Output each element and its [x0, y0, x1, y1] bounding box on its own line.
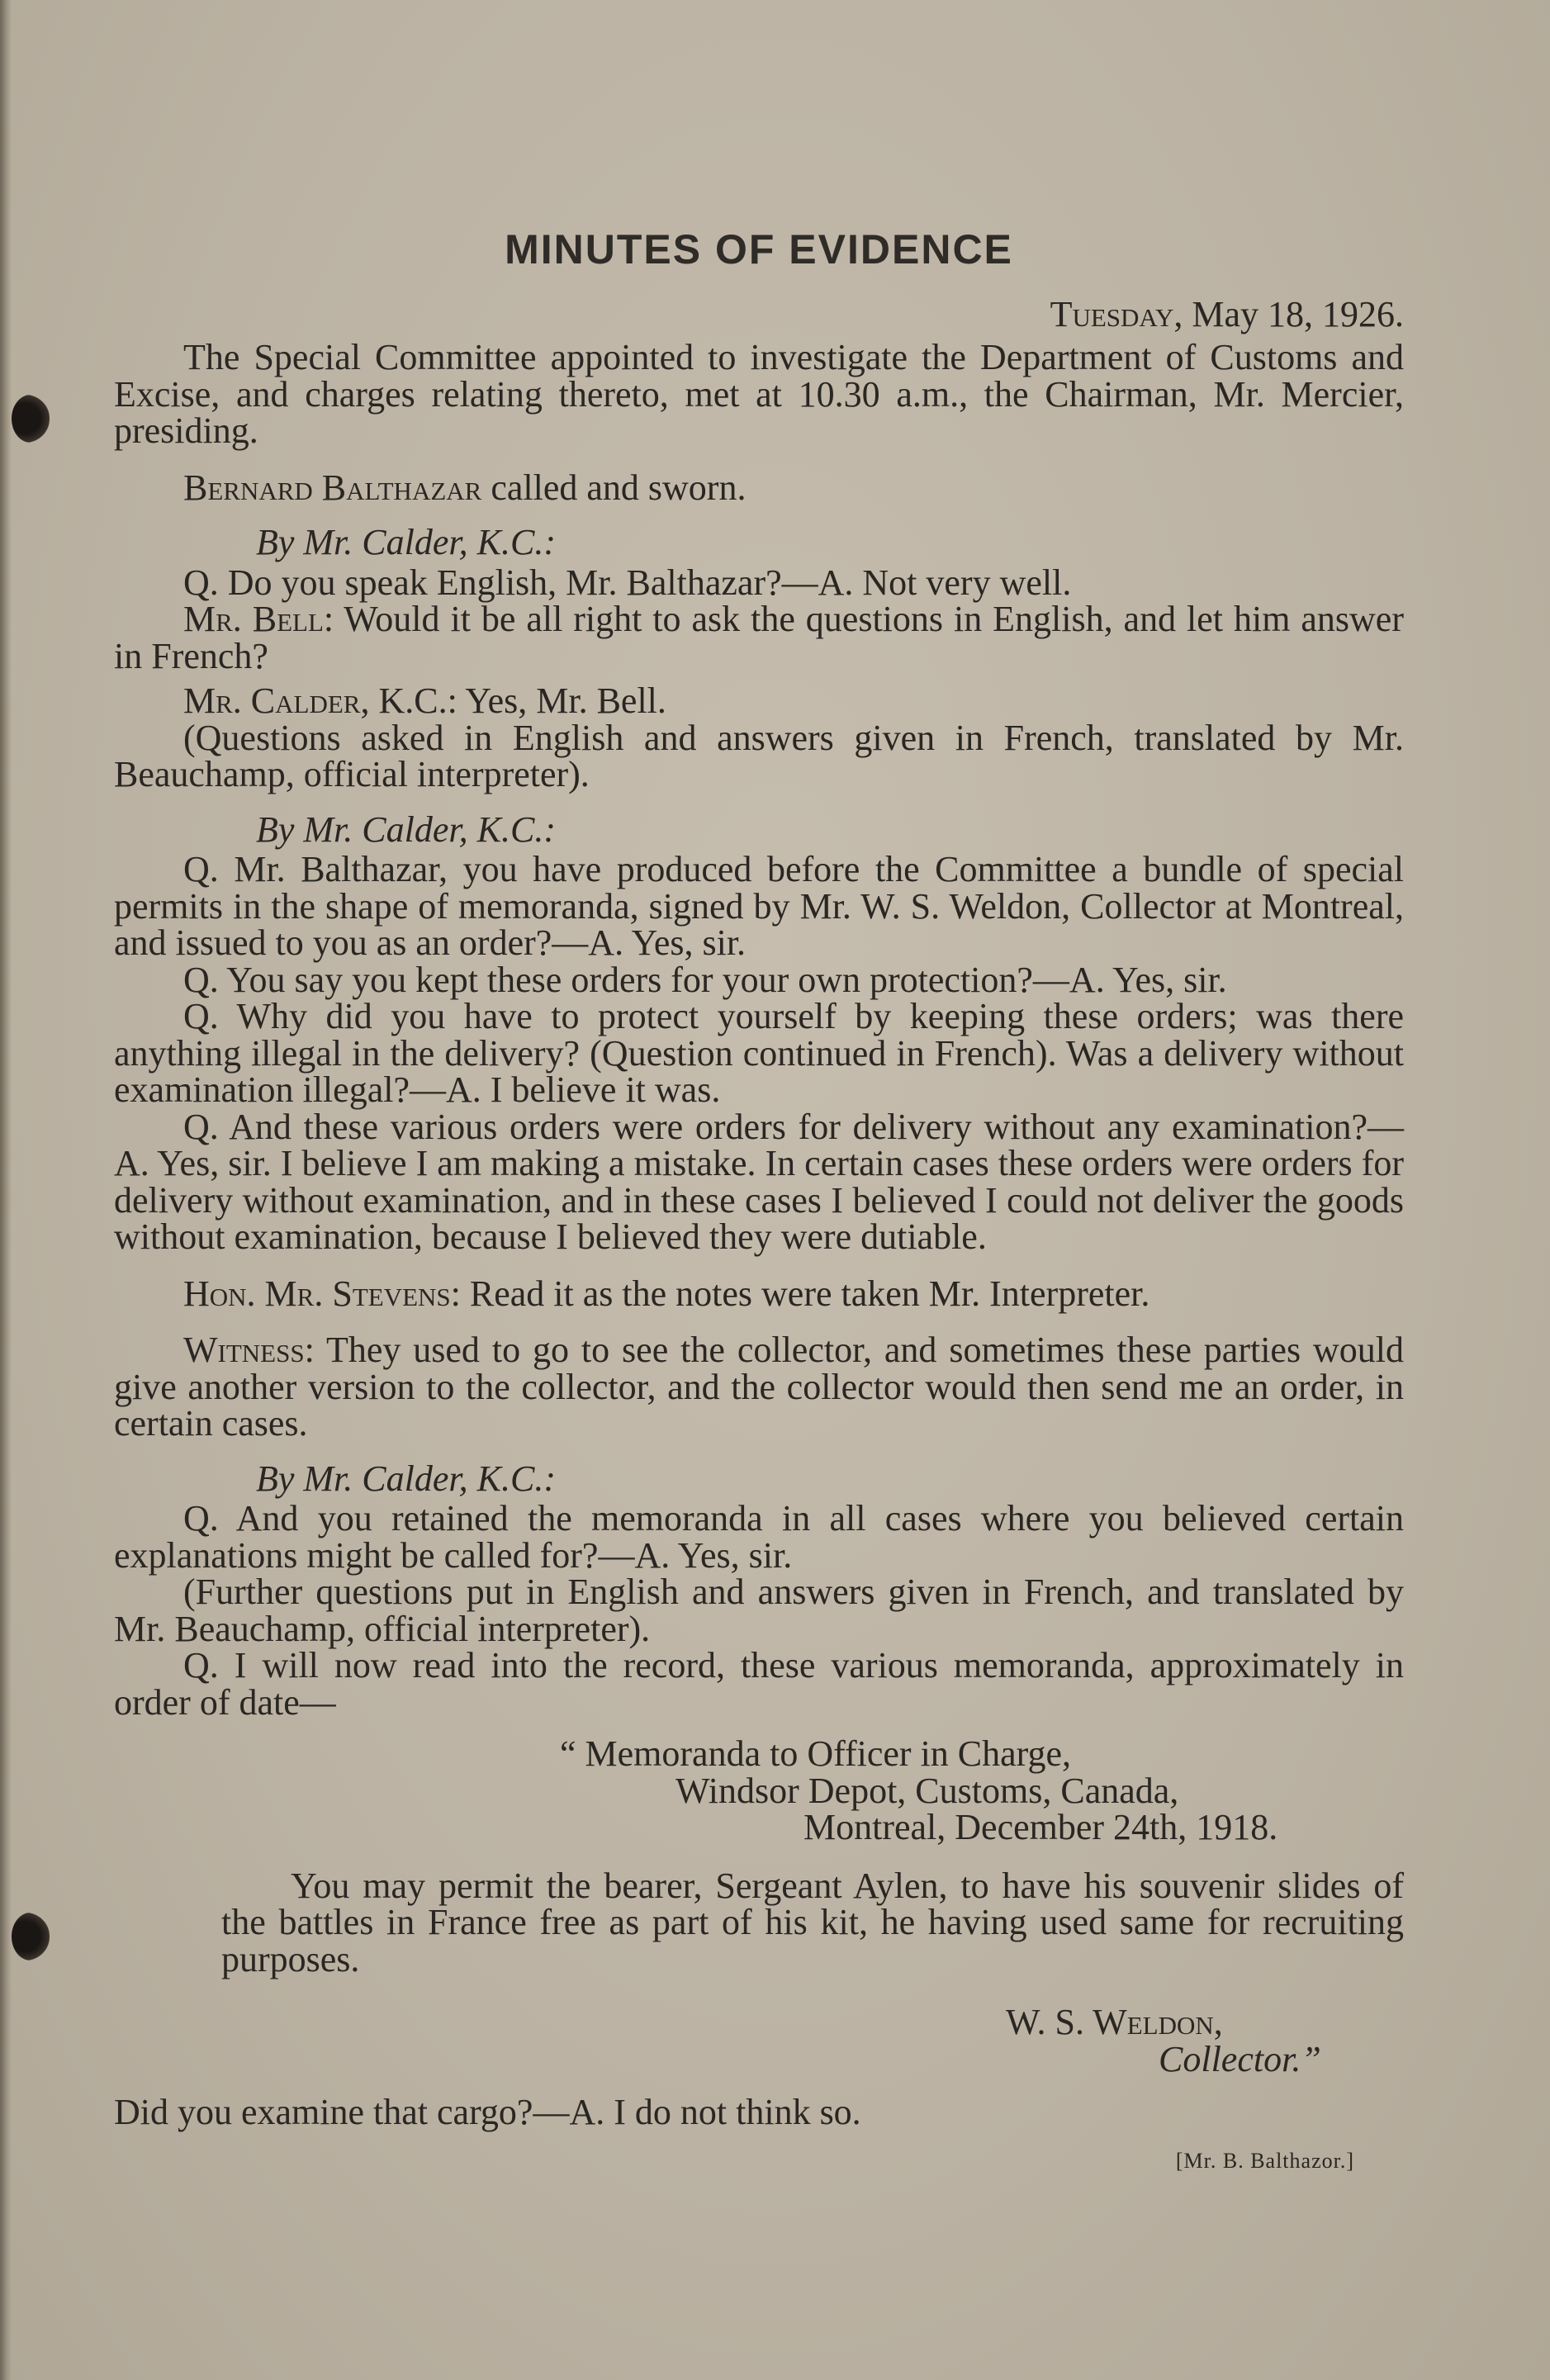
- document-page: [114, 226, 1404, 2179]
- translation-note-1: (Questions asked in English and answers given in French, translated by Mr. Beauchamp, official interpreter).: [114, 717, 1404, 794]
- qa-paragraph-5: Q. And these various orders were orders for delivery without any examination?—A. Yes, sir. I believe I am making a mistake. In certain cases these orders were orders for delivery without examination, and in these cases I believed I could not deliver the goods without examination, because I believed they were dutiable.: [114, 1106, 1404, 1257]
- statement-calder: [114, 680, 1404, 721]
- page-title: MINUTES OF EVIDENCE: [505, 226, 1013, 273]
- binding-hole-top: [12, 395, 50, 443]
- intro-paragraph: The Special Committee appointed to investigate the Department of Customs and Excise, and charges relating thereto, met at 10.30 a.m., the Chairman, Mr. Mercier, presiding.: [114, 337, 1404, 451]
- translation-note-2: (Further questions put in English and answers given in French, and translated by Mr. Beauchamp, official interpreter).: [114, 1572, 1404, 1649]
- memo-address-line-2: Windsor Depot, Customs, Canada,: [675, 1770, 1179, 1811]
- memo-address-line-3: Montreal, December 24th, 1918.: [803, 1807, 1278, 1847]
- page-edge: [0, 0, 12, 2380]
- session-day: Tuesday: [1050, 293, 1174, 334]
- witness-called: [114, 467, 1404, 508]
- memo-signature: [114, 2004, 1404, 2078]
- qa-paragraph-3: Q. You say you kept these orders for your own protection?—A. Yes, sir.: [183, 959, 1227, 1000]
- signature-title: Collector.”: [1159, 2038, 1321, 2079]
- session-date: [114, 293, 1404, 334]
- signature-name: W. S. Weldon,: [1006, 2002, 1223, 2042]
- session-date-rest: , May 18, 1926.: [1173, 293, 1404, 334]
- statement-calder-text: , K.C.: Yes, Mr. Bell.: [360, 680, 666, 721]
- statement-stevens-text: : Read it as the notes were taken Mr. Interpreter.: [450, 1273, 1150, 1314]
- statement-bell-text: : Would it be all right to ask the questions in English, and let him answer in French?: [114, 599, 1404, 676]
- qa-paragraph-8: Did you examine that cargo?—A. I do not think so.: [114, 2092, 861, 2132]
- speaker-calder: Mr. Calder: [183, 680, 361, 721]
- qa-paragraph-4: Q. Why did you have to protect yourself by keeping these orders; was there anything illegal in the delivery? (Question continued in French). Was a delivery without examination illegal?—A. I believe it was.: [114, 996, 1404, 1110]
- speaker-bell: Mr. Bell: [183, 599, 324, 639]
- statement-bell: [114, 601, 1404, 675]
- memo-body: You may permit the bearer, Sergeant Aylen, to have his souvenir slides of the battles in France free as part of his kit, he having used same for recruiting purposes.: [221, 1865, 1404, 1979]
- witness-called-rest: called and sworn.: [481, 467, 747, 508]
- qa-paragraph-1: Q. Do you speak English, Mr. Balthazar?—A. Not very well.: [183, 562, 1072, 603]
- memo-address-line-1: “ Memoranda to Officer in Charge,: [560, 1733, 1072, 1774]
- qa-paragraph-2: Q. Mr. Balthazar, you have produced before the Committee a bundle of special permits in the shape of memoranda, signed by Mr. W. S. Weldon, Collector at Montreal, and issued to you as an order?—A. Yes, sir.: [114, 849, 1404, 963]
- speaker-stevens: Hon. Mr. Stevens: [183, 1273, 451, 1314]
- statement-witness-text: : They used to go to see the collector, and sometimes these parties would give another version to the collector, and the collector would then send me an order, in certain cases.: [114, 1330, 1404, 1444]
- binding-hole-bottom: [12, 1913, 50, 1960]
- examiner-heading-1: By Mr. Calder, K.C.:: [256, 522, 556, 562]
- statement-witness: [114, 1332, 1404, 1443]
- examiner-heading-3: By Mr. Calder, K.C.:: [256, 1458, 556, 1499]
- witness-name: Bernard Balthazar: [183, 467, 482, 508]
- speaker-witness: Witness: [183, 1330, 305, 1370]
- statement-stevens: [114, 1273, 1404, 1314]
- footer-reference: [Mr. B. Balthazor.]: [1175, 2148, 1354, 2173]
- examiner-heading-2: By Mr. Calder, K.C.:: [256, 808, 556, 850]
- memo-address: [114, 1733, 1404, 1847]
- qa-paragraph-7: Q. I will now read into the record, these various memoranda, approximately in order of date—: [114, 1645, 1404, 1723]
- qa-paragraph-6: Q. And you retained the memoranda in all cases where you believed certain explanations might be called for?—A. Yes, sir.: [114, 1498, 1404, 1576]
